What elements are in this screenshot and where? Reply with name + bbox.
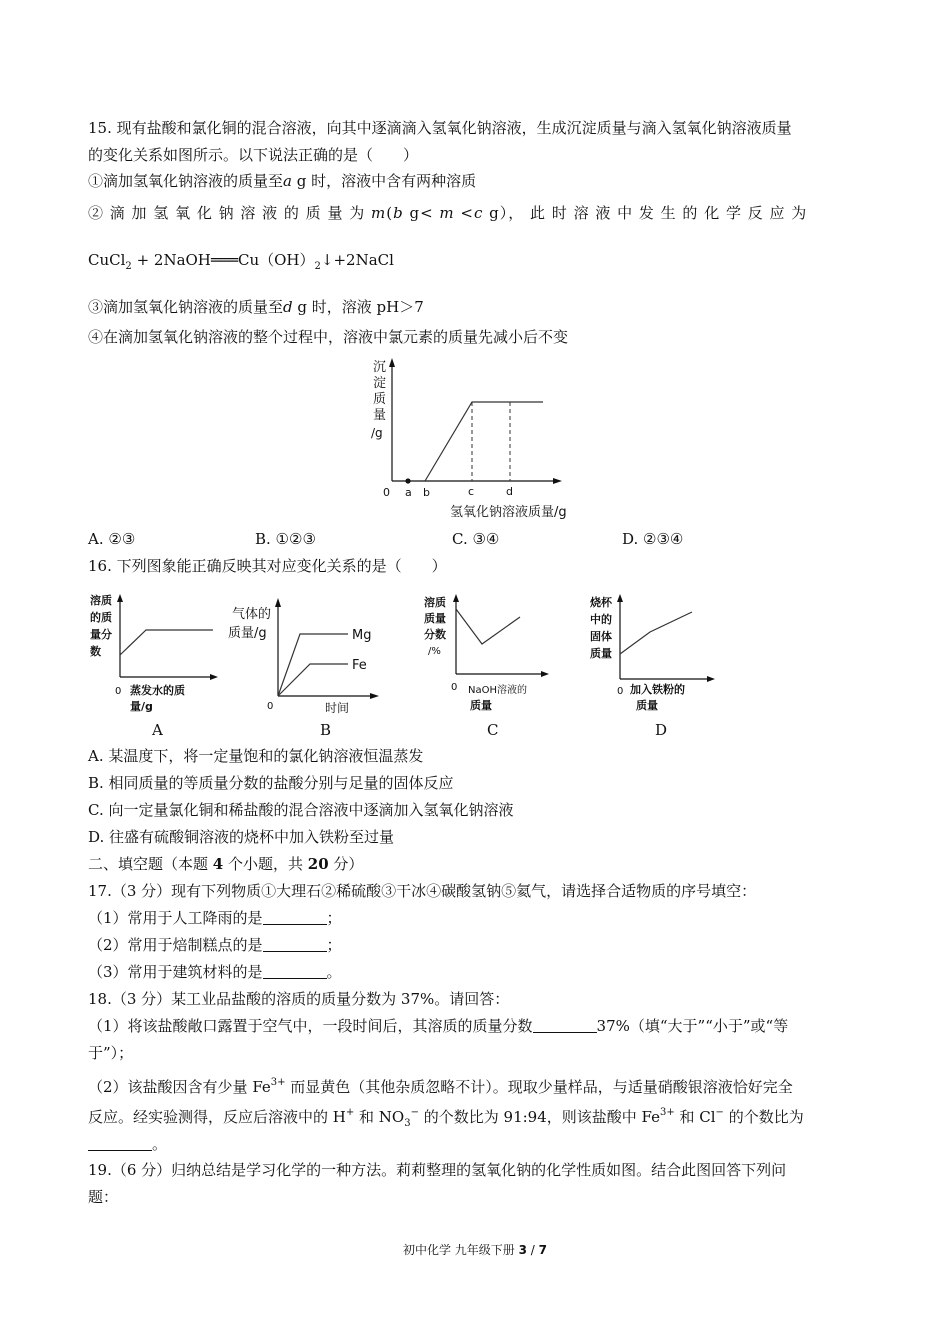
q15-origin: 0 <box>383 486 390 499</box>
q15-option-c: C. ③④ <box>452 530 500 548</box>
graph-a-origin: 0 <box>115 686 122 697</box>
q16-option-b: B. 相同质量的等质量分数的盐酸分别与足量的固体反应 <box>88 774 454 792</box>
q16-graph-a <box>86 592 226 716</box>
q15-ylabel-1: 沉 <box>373 360 387 375</box>
graph-c-xlabel-2: 质量 <box>470 699 492 712</box>
q15-xlabel: 氢氧化钠溶液质量/g <box>450 505 567 520</box>
q17-blank-3[interactable] <box>263 964 327 979</box>
graph-d-xlabel-1: 加入铁粉的 <box>630 683 685 696</box>
q16-option-c: C. 向一定量氯化铜和稀盐酸的混合溶液中逐滴加入氢氧化钠溶液 <box>88 801 514 819</box>
graph-b-caption: B <box>320 721 332 739</box>
graph-a-xlabel-2: 量/g <box>130 700 153 713</box>
q15-statement-3: ③滴加氢氧化钠溶液的质量至d g 时，溶液 pH＞7 <box>88 298 424 316</box>
q15-ylabel-3: 质 <box>373 392 387 407</box>
q17-part-3: （3）常用于建筑材料的是 。 <box>88 963 342 981</box>
q15-graph <box>355 355 615 525</box>
q16-option-d: D. 往盛有硫酸铜溶液的烧杯中加入铁粉至过量 <box>88 828 395 846</box>
q15-ylabel-4: 量 <box>373 408 387 423</box>
q15-x-arrow <box>553 478 562 484</box>
q15-y-arrow <box>389 358 395 367</box>
q17-part-1: （1）常用于人工降雨的是 ； <box>88 909 342 927</box>
graph-b-origin: 0 <box>267 701 274 712</box>
graph-b-y-arrow <box>275 598 281 607</box>
q18-part-1-cont: 于”）； <box>88 1044 134 1062</box>
q18-part-2-answer: 。 <box>88 1134 167 1154</box>
graph-c-y-arrow <box>453 594 459 602</box>
q15-ylabel-5: /g <box>371 426 383 440</box>
graph-c-curve <box>456 609 520 644</box>
graph-d-x-arrow <box>707 676 715 682</box>
graph-d-y-arrow <box>617 594 623 602</box>
q18-stem: 18.（3 分）某工业品盐酸的溶质的质量分数为 37%。请回答： <box>88 990 510 1008</box>
graph-a-y-arrow <box>117 594 123 602</box>
q15-equation: CuCl$_2$ + $2NaOH═══Cu(OH)_2↓+2NaCl$ <box>88 251 394 272</box>
q16-graph-c <box>420 592 555 716</box>
graph-c-ylabel-4: /% <box>428 646 441 657</box>
graph-c-ylabel-3: 分数 <box>424 628 446 641</box>
graph-c-ylabel-2: 质量 <box>424 612 446 625</box>
graph-b-fe-curve <box>278 664 348 696</box>
q15-point-a <box>405 478 410 483</box>
q16-graph-b <box>212 592 382 716</box>
q15-stem-line2: 的变化关系如图所示。以下说法正确的是（ ） <box>88 146 419 164</box>
graph-b-ylabel-2: 质量/g <box>228 626 267 641</box>
q16-stem: 16. 下列图象能正确反映其对应变化关系的是（ ） <box>88 557 447 575</box>
q15-statement-4: ④在滴加氢氧化钠溶液的整个过程中，溶液中氯元素的质量先减小后不变 <box>88 328 569 346</box>
q15-statement-1: ①滴加氢氧化钠溶液的质量至a g 时，溶液中含有两种溶质 <box>88 172 477 190</box>
q15-option-b: B. ①②③ <box>255 530 316 548</box>
graph-d-curve <box>620 612 692 654</box>
graph-a-curve <box>120 630 213 655</box>
graph-c-x-arrow <box>541 671 549 677</box>
q15-stem-line1: 15. 现有盐酸和氯化铜的混合溶液，向其中逐滴滴入氢氧化钠溶液，生成沉淀质量与滴入氢氧化钠溶液质量 <box>88 119 792 137</box>
q16-option-a: A. 某温度下，将一定量饱和的氯化钠溶液恒温蒸发 <box>88 747 424 765</box>
graph-a-ylabel-3: 量分 <box>90 628 112 641</box>
graph-d-caption: D <box>655 721 668 739</box>
graph-b-ylabel-1: 气体的 <box>232 607 272 622</box>
graph-c-xlabel-1: NaOH溶液的 <box>468 685 527 696</box>
graph-c-origin: 0 <box>451 682 458 693</box>
q18-part-1: （1）将该盐酸敞口露置于空气中，一段时间后，其溶质的质量分数 37%（填“大于”“小于”或“等 <box>88 1017 789 1035</box>
graph-b-fe-label: Fe <box>352 658 367 673</box>
q19-line-1: 19.（6 分）归纳总结是学习化学的一种方法。莉莉整理的氢氧化钠的化学性质如图。结合此图回答下列问 <box>88 1161 787 1179</box>
graph-d-xlabel-2: 质量 <box>636 699 658 712</box>
q19-line-2: 题： <box>88 1188 119 1206</box>
q15-statement-2: ② 滴 加 氢 氧 化 钠 溶 液 的 质 量 为 m(b g< m <c g）， 此 时 溶 液 中 发 生 的 化 学 反 应 为 <box>88 204 808 222</box>
section-2-title: 二、填空题（本题 4 个小题，共 20 分） <box>88 855 364 873</box>
graph-c-caption: C <box>487 721 499 739</box>
q15-tick-a: a <box>405 486 412 499</box>
graph-b-xlabel: 时间 <box>325 701 350 715</box>
q18-blank-1[interactable] <box>533 1018 597 1033</box>
q18-part-2: （2）该盐酸因含有少量 $Fe^{3+}$ 而显黄色（其他杂质忽略不计）。现取少量样品，与适量硝酸银溶液恰好完全 <box>88 1077 793 1096</box>
graph-a-ylabel-1: 溶质 <box>90 594 112 607</box>
q15-ylabel-2: 淀 <box>373 376 387 391</box>
graph-d-ylabel-4: 质量 <box>590 647 612 660</box>
page-footer: 初中化学 九年级下册 3 / 7 <box>402 1243 548 1257</box>
q15-tick-b: b <box>423 486 430 499</box>
graph-b-mg-curve <box>278 634 348 696</box>
q15-tick-c: c <box>468 485 475 498</box>
q17-blank-1[interactable] <box>263 910 327 925</box>
graph-a-ylabel-2: 的质 <box>90 611 112 624</box>
q16-graph-d <box>586 592 726 716</box>
q18-part-2-cont: 反应。经实验测得，反应后溶液中的 H+ 和 $NO_3^-$ 的个数比为 91:94，则该盐酸中 $Fe^{3+}$ 和 Cl− 的个数比为 <box>88 1107 804 1129</box>
q17-blank-2[interactable] <box>263 937 327 952</box>
q17-part-2: （2）常用于焙制糕点的是 ； <box>88 936 342 954</box>
graph-a-xlabel-1: 蒸发水的质 <box>130 684 185 697</box>
q15-curve <box>425 402 543 481</box>
graph-c-ylabel-1: 溶质 <box>424 596 446 609</box>
graph-a-ylabel-4: 数 <box>90 645 101 658</box>
q18-blank-2[interactable] <box>88 1136 152 1151</box>
graph-a-caption: A <box>152 721 163 739</box>
q15-tick-d: d <box>506 485 513 498</box>
q17-stem: 17.（3 分）现有下列物质①大理石②稀硫酸③干冰④碳酸氢钠⑤氦气，请选择合适物质的序号填空： <box>88 882 757 900</box>
q15-option-a: A. ②③ <box>88 530 136 548</box>
graph-d-ylabel-2: 中的 <box>590 613 612 626</box>
graph-b-mg-label: Mg <box>352 628 372 643</box>
graph-d-ylabel-1: 烧杯 <box>590 596 612 609</box>
graph-d-origin: 0 <box>617 686 624 697</box>
q15-option-d: D. ②③④ <box>622 530 684 548</box>
graph-d-ylabel-3: 固体 <box>590 630 612 643</box>
graph-b-x-arrow <box>370 693 379 699</box>
